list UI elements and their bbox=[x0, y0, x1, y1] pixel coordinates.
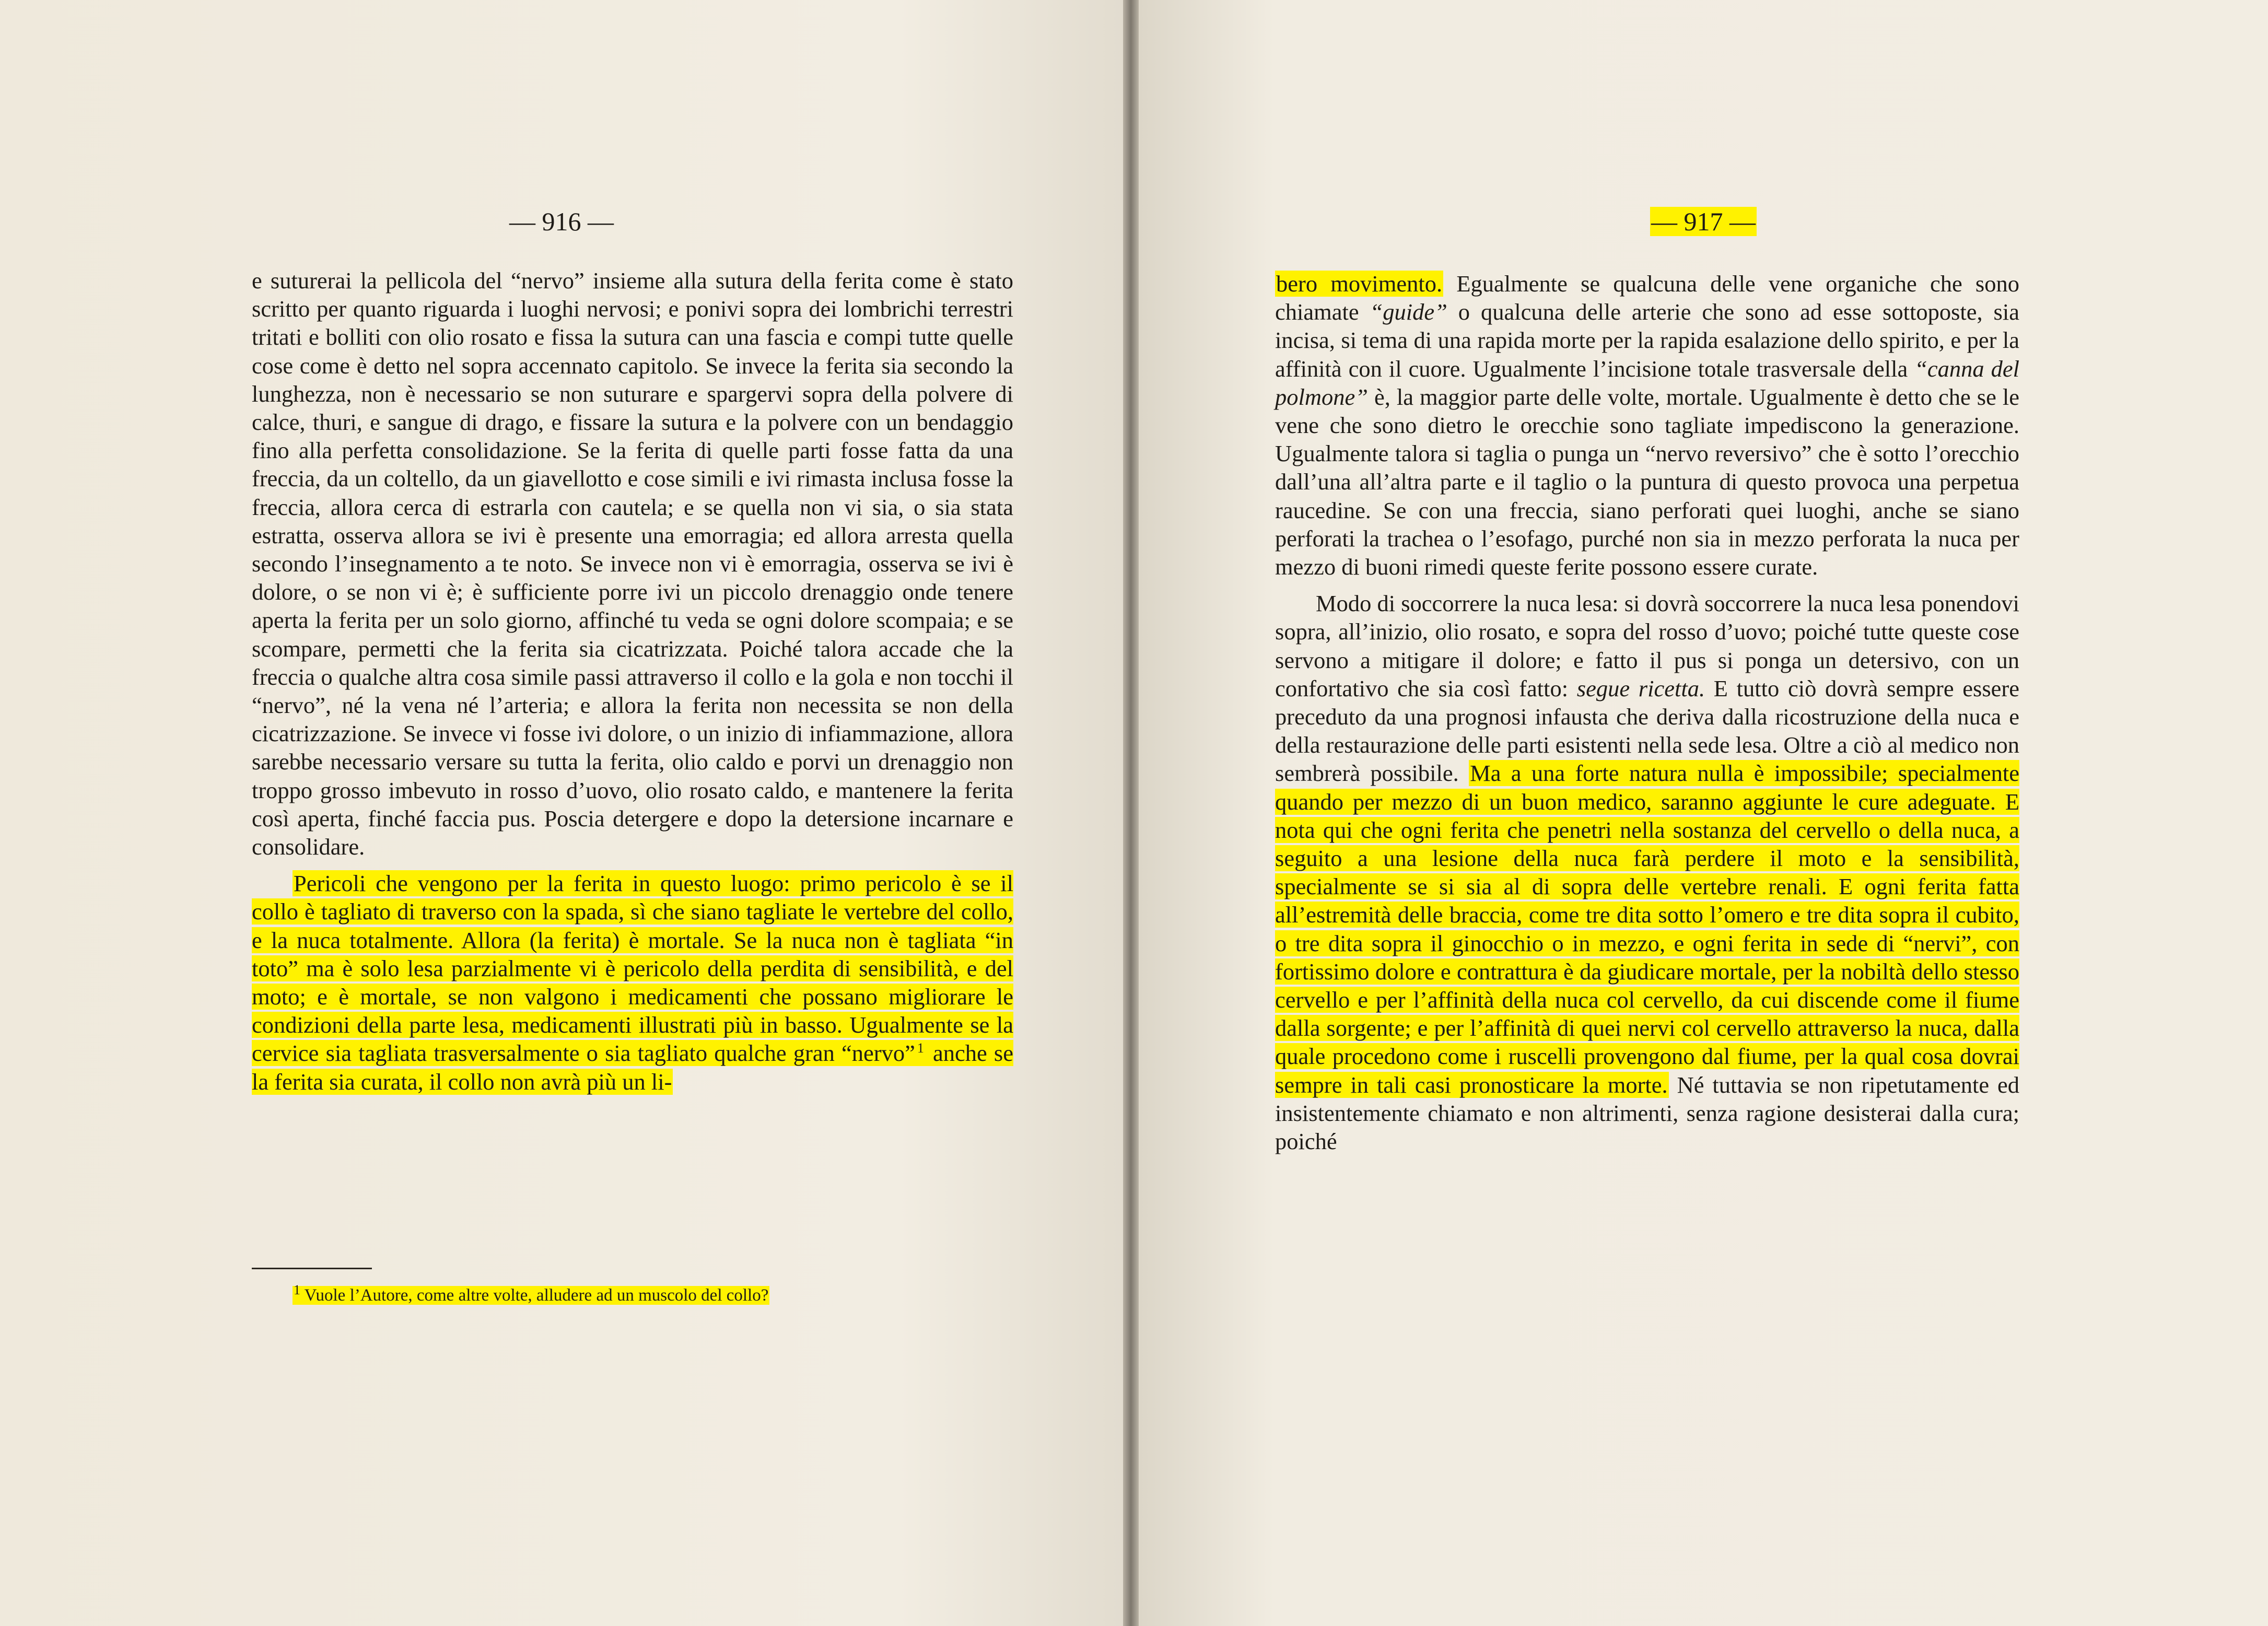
page-number-right bbox=[1139, 206, 2268, 237]
highlight: — 917 — bbox=[1651, 207, 1756, 236]
book-gutter bbox=[1123, 0, 1139, 1626]
highlight: Pericoli che vengono per la ferita in questo luogo: primo pericolo è se il collo è tagliato di traverso con la spada, sì che siano tagliate le vertebre del collo, e la nuca totalmente. Allora (la ferita) è mortale. Se la nuca non è tagliata “in toto” ma è solo lesa parzialmente vi è pericolo della perdita di sensibilità, e del moto; e è mortale, se non valgono i medicamenti che possano migliorare le condizioni della parte lesa, medicamenti illustrati più in basso. Ugualmente se la cervice sia tagliata trasversalmente o sia tagliato qualche gran “nervo” bbox=[252, 870, 1013, 1067]
right-paragraph-1: bero movimento. Egualmente se qualcuna delle vene organiche che sono chiamate “guide” o qualcuna delle arterie che sono ad esse sottoposte, sia incisa, si tema di una rapida morte per la rapida esalazione dello spirito, e per la affinità con il cuore. Ugualmente l’incisione totale trasversale della “canna del polmone” è, la maggior parte delle volte, mortale. Ugualmente è detto che se le vene che sono dietro le orecchie sono tagliate impediscono la generazione. Ugualmente talora si taglia o punga un “nervo reversivo” che è sotto l’orecchio dall’una all’altra parte e il taglio o la puntura di questo provoca una perpetua raucedine. Se con una freccia, siano perforati quei luoghi, anche se siano perforati la trachea o l’esofago, purché non sia in mezzo perforata la nuca per mezzo di buoni rimedi queste ferite possono essere curate. bbox=[1275, 271, 2019, 580]
footnote-number: 1 bbox=[294, 1282, 300, 1297]
page-number-left: — 916 — bbox=[509, 207, 614, 236]
left-page bbox=[0, 0, 1123, 1626]
footnote-text: Vuole l’Autore, come altre volte, alludere ad un muscolo del collo? bbox=[304, 1286, 769, 1305]
highlight-footnote-ref bbox=[916, 1040, 925, 1066]
right-page-body bbox=[1275, 270, 2019, 1155]
footnote-divider bbox=[252, 1268, 372, 1269]
right-paragraph-2: Modo di soccorrere la nuca lesa: si dovrà soccorrere la nuca lesa ponendovi sopra, all’inizio, olio rosato, e sopra del rosso d’uovo; poiché tutte queste cose servono a mitigare il dolore; e fatto il pus si ponga un detersivo, con un confortativo che sia così fatto: segue ricetta. E tutto ciò dovrà sempre essere preceduto da una prognosi infausta che deriva dalla ricostruzione della nuca e della restaurazione delle parti esistenti nella sede lesa. Oltre a ciò al medico non sembrerà possibile. Ma a una forte natura nulla è impossibile; specialmente quando per mezzo di un buon medico, saranno aggiunte le cure adeguate. E nota qui che ogni ferita che penetri nella sostanza del cervello o della nuca, a seguito a una lesione della nuca farà perdere il moto e la sensibilità, specialmente se si sia al di sopra delle vertebre renali. E ogni ferita fatta all’estremità delle braccia, come tre dita sotto l’omero e tre dita sopra il cubito, o tre dita sopra il ginocchio o in mezzo, e ogni ferita in sede di “nervi”, con fortissimo dolore e contrattura è da giudicare mortale, per la nobiltà dello stesso cervello e per l’affinità della nuca col cervello, da cui discende come il fiume dalla sorgente; e per l’affinità di quei nervi col cervello attraverso la nuca, dalla quale procedono come i ruscelli provengono dal fiume, per la qual cosa dovrai sempre in tali casi pronosticare la morte. Né tuttavia se non ripetutamente ed insistentemente chiamato e non altrimenti, senza ragione desisterai dalla cura; poiché bbox=[1275, 590, 2019, 1155]
left-paragraph-2 bbox=[252, 869, 1013, 1096]
highlight: bero movimento. bbox=[1276, 271, 1443, 297]
highlight: anche se la ferita sia curata, il collo non avrà più un li- bbox=[252, 1040, 1013, 1095]
footnote bbox=[293, 1282, 769, 1305]
highlight: Ma a una forte natura nulla è impossibile; specialmente quando per mezzo di un buon medico, saranno aggiunte le cure adeguate. E nota qui che ogni ferita che penetri nella sostanza del cervello o della nuca, a seguito a una lesione della nuca farà perdere il moto e la sensibilità, specialmente se si sia al di sopra delle vertebre renali. E ogni ferita fatta all’estremità delle braccia, come tre dita sotto l’omero e tre dita sopra il cubito, o tre dita sopra il ginocchio o in mezzo, e ogni ferita in sede di “nervi”, con fortissimo dolore e contrattura è da giudicare mortale, per la nobiltà dello stesso cervello e per l’affinità della nuca col cervello, da cui discende come il fiume dalla sorgente; e per l’affinità di quei nervi col cervello attraverso la nuca, dalla quale procedono come i ruscelli provengono dal fiume, per la qual cosa dovrai sempre in tali casi pronosticare la morte. bbox=[1275, 760, 2019, 1098]
highlight bbox=[293, 1282, 769, 1305]
left-page-body bbox=[252, 266, 1013, 1096]
footnote-reference: 1 bbox=[917, 1040, 924, 1056]
left-paragraph-1: e suturerai la pellicola del “nervo” insieme alla sutura della ferita come è stato scritto per quanto riguarda i luoghi nervosi; e ponivi sopra dei lombrichi terrestri tritati e bolliti con olio rosato e fissa la sutura can una fascia e compi tutte quelle cose come è detto nel sopra accennato capitolo. Se invece la ferita sia secondo la lunghezza, non è necessario se non suturare e spargervi sopra della polvere di calce, thuri, e sangue di drago, e fissare la sutura e la polvere con un bendaggio fino alla perfetta consolidazione. Se la ferita di quelle parti fosse fatta da una freccia, da un coltello, da un giavellotto e cose simili e ivi rimasta inclusa fosse la freccia, allora cerca di estrarla con cautela; e se quella non vi sia, o sia stata estratta, osserva allora se ivi è presente una emorragia; ed allora arresta quella secondo l’insegnamento a te noto. Se invece non vi è emorragia, osserva se ivi è dolore, o se non vi è; è sufficiente porre ivi un piccolo drenaggio onde tenere aperta la ferita per un solo giorno, affinché tu veda se ogni dolore scompaia; e se scompare, permetti che la ferita sia cicatrizzata. Poiché talora accade che la freccia o qualche altra cosa simile passi attraverso il collo e la gola e non tocchi il “nervo”, né la vena né l’arteria; e allora la ferita non necessita se non della cicatrizzazione. Se invece vi fosse ivi dolore, o un inizio di infiammazione, allora sarebbe necessario versare su tutta la ferita, olio caldo e porvi un drenaggio non troppo grosso imbevuto in rosso d’uovo, olio rosato caldo, e mantenere la ferita così aperta, finché faccia pus. Poscia detergere e dopo la detersione incarnare e consolidare. bbox=[252, 267, 1013, 860]
